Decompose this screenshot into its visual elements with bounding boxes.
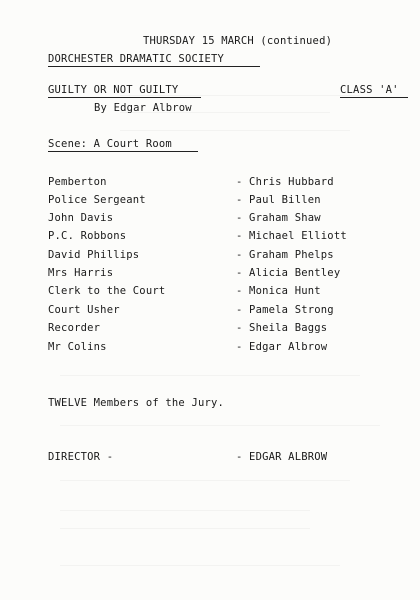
class-label: CLASS 'A' — [340, 84, 399, 96]
society-name: DORCHESTER DRAMATIC SOCIETY — [48, 53, 225, 65]
cast-actor: - Paul Billen — [236, 194, 321, 206]
cast-actor: - Graham Phelps — [236, 249, 334, 261]
society-underline — [48, 66, 260, 67]
play-author: By Edgar Albrow — [94, 102, 192, 114]
bleed-through-line — [60, 375, 360, 376]
cast-role: Mr Colins — [48, 341, 107, 353]
cast-role: David Phillips — [48, 249, 140, 261]
cast-actor: - Edgar Albrow — [236, 341, 328, 353]
date-heading: THURSDAY 15 MARCH (continued) — [143, 35, 333, 47]
cast-role: Police Sergeant — [48, 194, 146, 206]
scene-description: Scene: A Court Room — [48, 138, 172, 150]
cast-actor: - Pamela Strong — [236, 304, 334, 316]
jury-note: TWELVE Members of the Jury. — [48, 397, 225, 409]
play-title-underline — [48, 97, 201, 98]
cast-actor: - Chris Hubbard — [236, 176, 334, 188]
bleed-through-line — [120, 130, 350, 131]
cast-role: Recorder — [48, 322, 101, 334]
play-title: GUILTY OR NOT GUILTY — [48, 84, 179, 96]
class-underline — [340, 97, 408, 98]
cast-role: Pemberton — [48, 176, 107, 188]
director-name: - EDGAR ALBROW — [236, 451, 328, 463]
cast-role: John Davis — [48, 212, 114, 224]
cast-actor: - Monica Hunt — [236, 285, 321, 297]
bleed-through-line — [60, 565, 340, 566]
bleed-through-line — [60, 510, 310, 511]
cast-role: Court Usher — [48, 304, 120, 316]
cast-actor: - Graham Shaw — [236, 212, 321, 224]
cast-actor: - Alicia Bentley — [236, 267, 341, 279]
cast-role: Mrs Harris — [48, 267, 114, 279]
director-label: DIRECTOR - — [48, 451, 114, 463]
cast-actor: - Sheila Baggs — [236, 322, 328, 334]
bleed-through-line — [60, 480, 350, 481]
cast-actor: - Michael Elliott — [236, 230, 347, 242]
bleed-through-line — [60, 528, 310, 529]
scene-underline — [48, 151, 198, 152]
bleed-through-line — [60, 425, 380, 426]
cast-role: P.C. Robbons — [48, 230, 127, 242]
cast-role: Clerk to the Court — [48, 285, 166, 297]
